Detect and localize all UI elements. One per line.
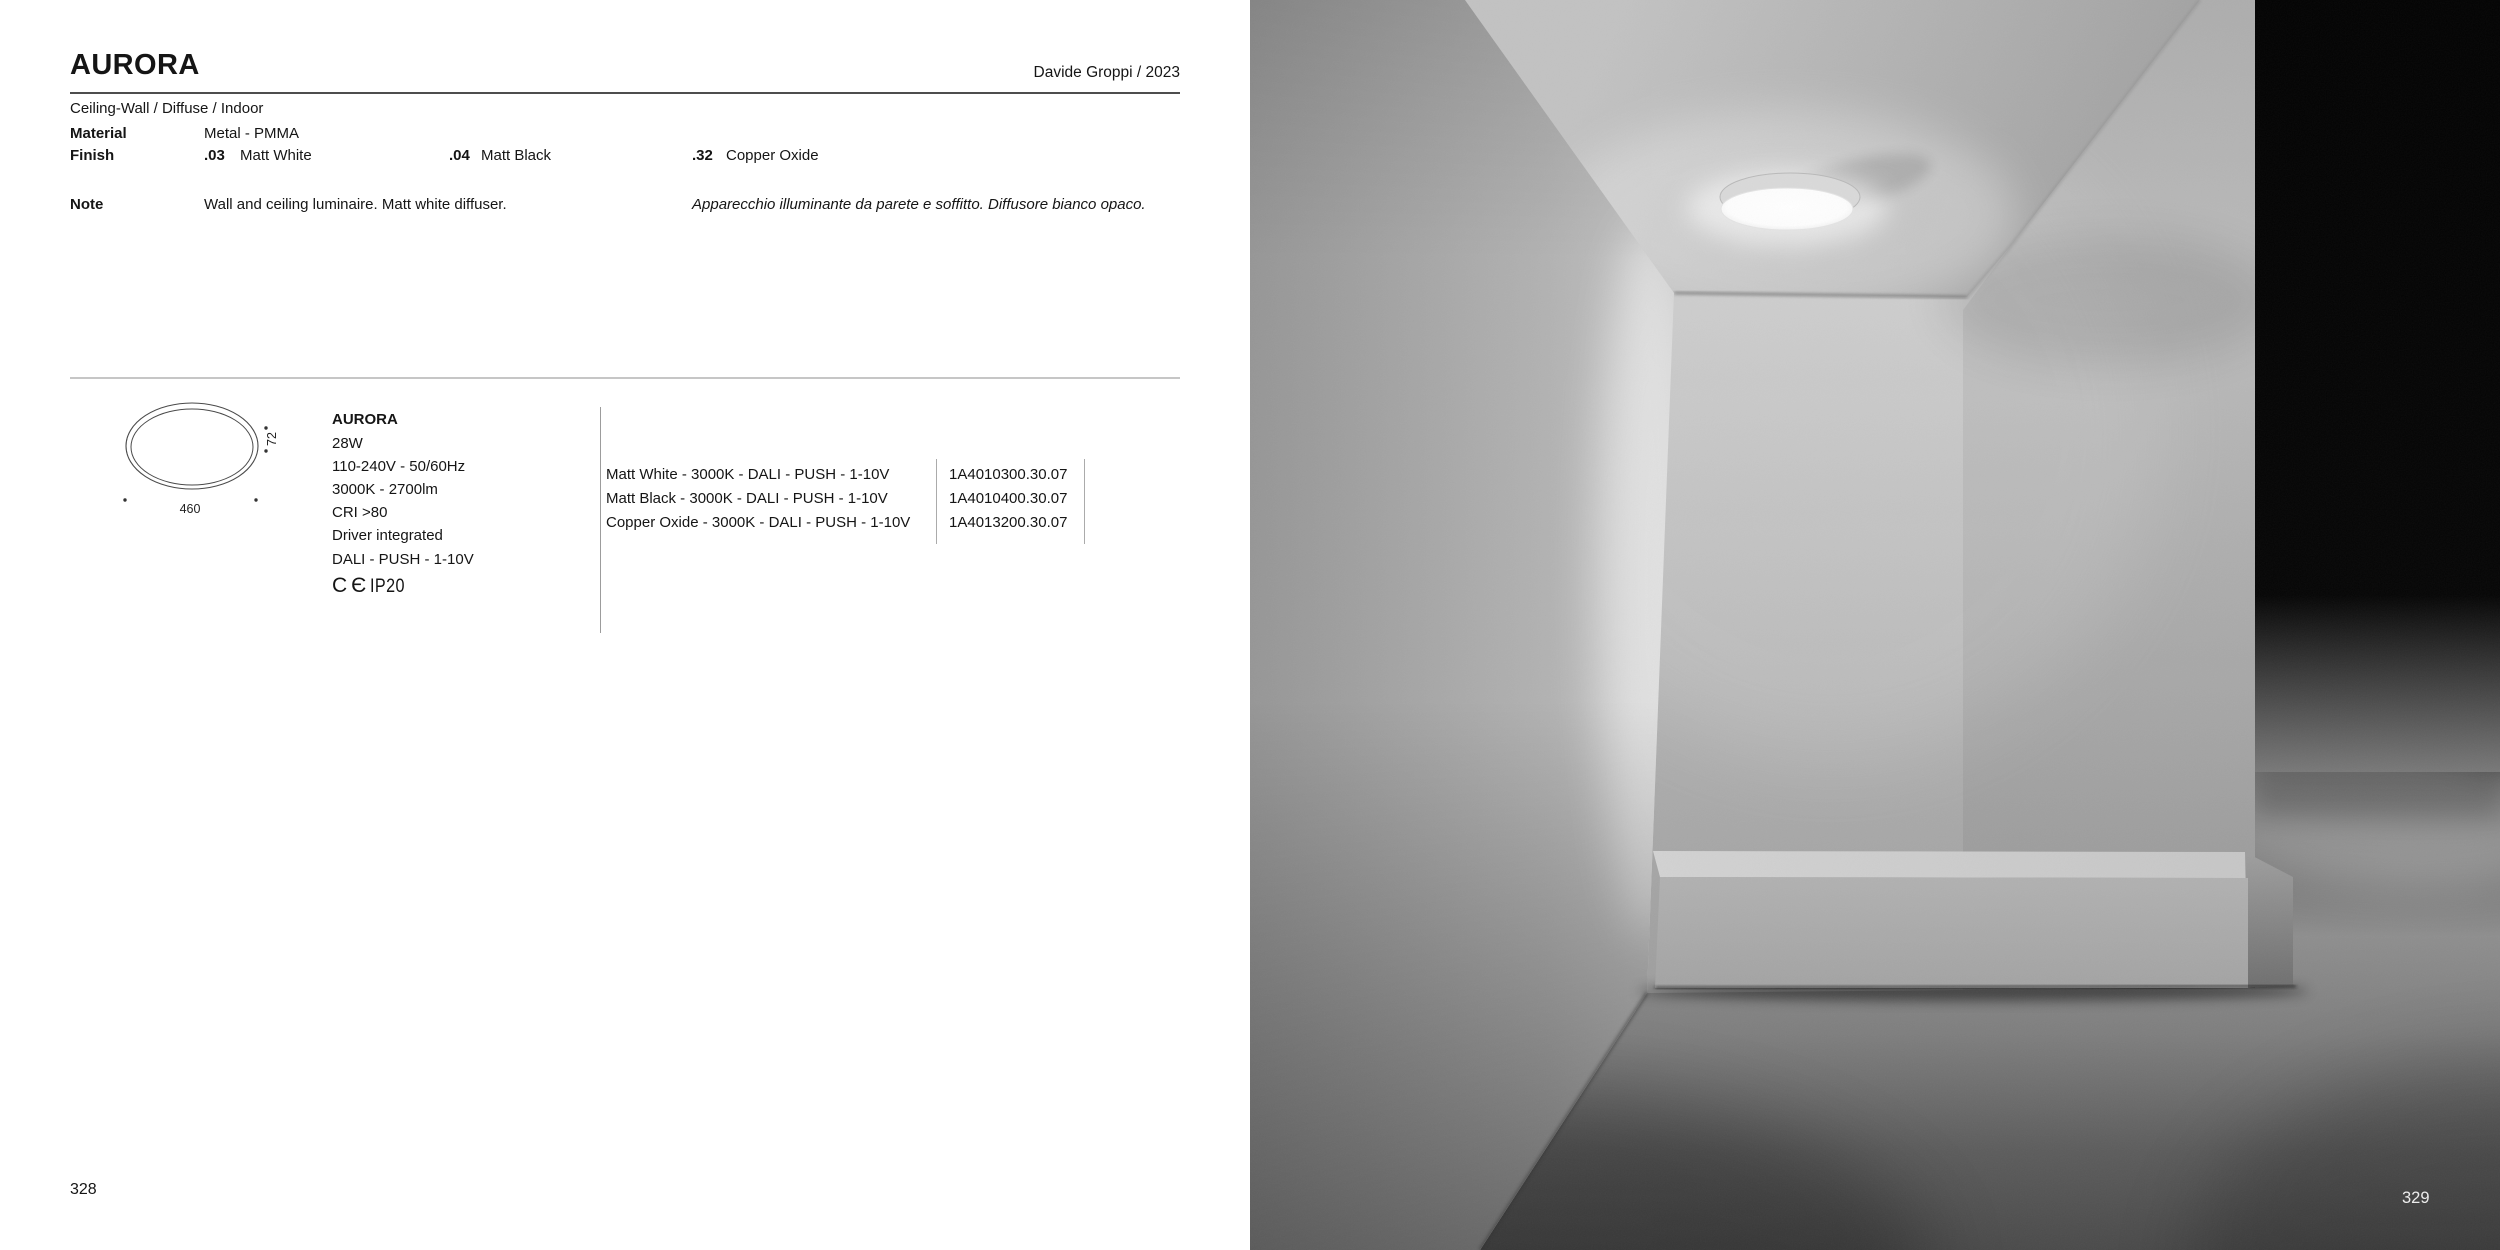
ce-mark-icon: CЄ [332, 574, 371, 597]
variant-desc: Matt Black - 3000K - DALI - PUSH - 1-10V [606, 490, 888, 507]
page-title: AURORA [70, 49, 200, 81]
variant-code: 1A4010300.30.07 [949, 466, 1068, 483]
dim-dot [264, 426, 267, 429]
material-value: Metal - PMMA [204, 125, 300, 142]
note-label: Note [70, 196, 104, 213]
dim-dot [123, 498, 126, 501]
spec-line: Driver integrated [332, 527, 443, 544]
finish-code: .03 [204, 147, 225, 164]
dim-dot [264, 449, 267, 452]
dim-dot [254, 498, 257, 501]
spec-line: 110-240V - 50/60Hz [332, 458, 466, 475]
finish-code: .32 [692, 147, 713, 164]
spec-line: DALI - PUSH - 1-10V [332, 551, 474, 568]
material-label: Material [70, 125, 127, 142]
designer-year: Davide Groppi / 2023 [1033, 64, 1180, 81]
certification-row [332, 574, 411, 598]
code-divider [936, 459, 937, 544]
header-rule [70, 92, 1180, 94]
variant-desc: Copper Oxide - 3000K - DALI - PUSH - 1-10V [606, 514, 911, 531]
spec-line: 3000K - 2700lm [332, 481, 438, 498]
product-photo [1250, 0, 2500, 1250]
lamp-outline-outer [126, 403, 258, 489]
spec-product-name: AURORA [332, 411, 398, 428]
code-divider-right [1084, 459, 1085, 544]
spec-line: 28W [332, 435, 363, 452]
dim-height: 72 [265, 432, 279, 446]
finish-name: Matt Black [481, 147, 552, 164]
dimension-drawing [110, 395, 310, 535]
lamp-outline-inner [131, 409, 253, 485]
note-english: Wall and ceiling luminaire. Matt white diffuser. [204, 196, 507, 213]
finish-code: .04 [449, 147, 470, 164]
product-category: Ceiling-Wall / Diffuse / Indoor [70, 100, 264, 117]
page-number-left: 328 [70, 1181, 97, 1198]
spec-line: CRI >80 [332, 504, 388, 521]
dim-diameter: 460 [179, 502, 201, 516]
finish-name: Matt White [240, 147, 312, 164]
variant-code: 1A4010400.30.07 [949, 490, 1068, 507]
section-rule [70, 377, 1180, 379]
page-number-right: 329 [2402, 1189, 2430, 1207]
variant-code: 1A4013200.30.07 [949, 514, 1068, 531]
variant-desc: Matt White - 3000K - DALI - PUSH - 1-10V [606, 466, 890, 483]
finish-name: Copper Oxide [726, 147, 819, 164]
finish-label: Finish [70, 147, 115, 164]
ip-rating: IP20 [370, 576, 406, 597]
spec-divider [600, 407, 601, 633]
photo-grain [1250, 0, 2500, 1250]
note-italian: Apparecchio illuminante da parete e soffitto. Diffusore bianco opaco. [692, 196, 1146, 213]
